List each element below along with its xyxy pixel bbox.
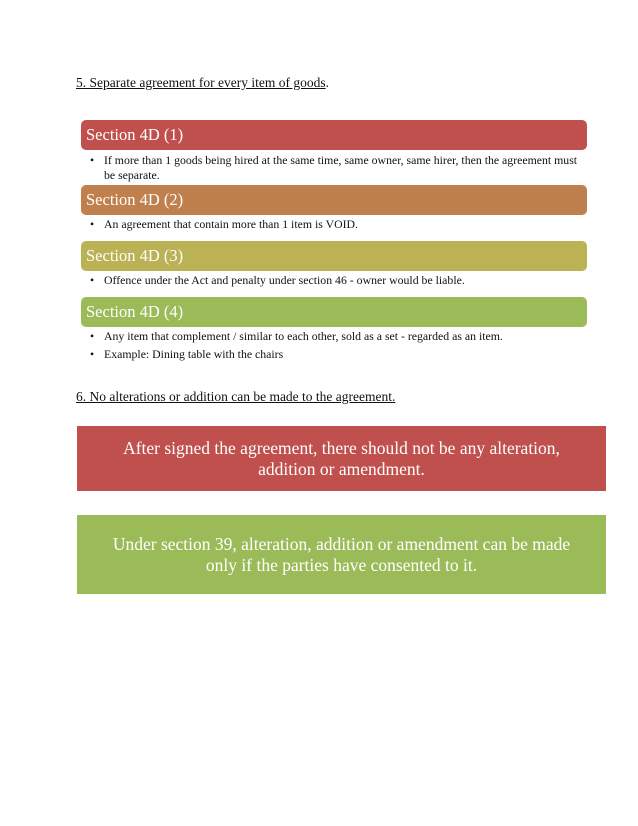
callout-section-39: Under section 39, alteration, addition or amendment can be made only if the parties have consented to it.	[77, 515, 606, 594]
section-4d-2-bullet-1: • An agreement that contain more than 1 item is VOID.	[90, 217, 580, 232]
section-4d-3-bullet-1: • Offence under the Act and penalty under section 46 - owner would be liable.	[90, 273, 580, 288]
heading-separate-agreement-period: .	[325, 75, 330, 90]
callout-after-signed: After signed the agreement, there should not be any alteration, addition or amendment.	[77, 426, 606, 491]
heading-separate-agreement	[76, 75, 329, 91]
section-4d-4-bullets	[90, 329, 580, 364]
section-4d-4-bar: Section 4D (4)	[81, 297, 587, 327]
heading-no-alterations-text: 6. No alterations or addition can be made to the agreement.	[76, 389, 396, 404]
section-4d-2-bullets	[90, 217, 580, 235]
section-4d-1-bar: Section 4D (1)	[81, 120, 587, 150]
section-4d-1-bullet-1: • If more than 1 goods being hired at the same time, same owner, same hirer, then the agreement must be separate.	[90, 153, 580, 182]
heading-no-alterations	[76, 389, 395, 405]
section-4d-3-bar: Section 4D (3)	[81, 241, 587, 271]
section-4d-4-bullet-1: • Any item that complement / similar to each other, sold as a set - regarded as an item.	[90, 329, 580, 344]
section-4d-3-bullets	[90, 273, 580, 291]
section-4d-2-bar: Section 4D (2)	[81, 185, 587, 215]
heading-separate-agreement-text: 5. Separate agreement for every item of goods	[76, 75, 326, 90]
section-4d-1-bullets	[90, 153, 580, 185]
section-4d-4-bullet-2: • Example: Dining table with the chairs	[90, 347, 580, 362]
